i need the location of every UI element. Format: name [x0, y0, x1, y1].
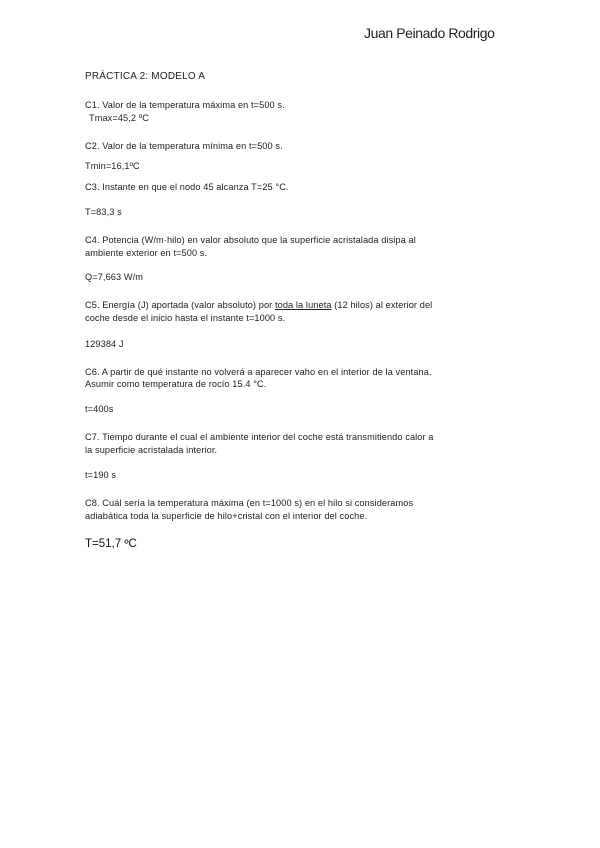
- answer-c6: t=400s: [85, 404, 114, 414]
- answer-c2: Tmin=16,1ºC: [85, 161, 140, 171]
- question-c1: C1. Valor de la temperatura máxima en t=500 s.: [85, 100, 285, 110]
- question-c8-line1: C8. Cuál sería la temperatura máxima (en t=1000 s) en el hilo si consideramos: [85, 498, 414, 508]
- question-c5-text-a: C5. Energía (J) aportada (valor absoluto) por: [85, 300, 275, 310]
- question-c8-line2: adiabática toda la superficie de hilo+cristal con el interior del coche.: [85, 511, 368, 521]
- question-c7-line2: la superficie acristalada interior.: [85, 445, 218, 455]
- question-c5-underlined: toda la luneta: [274, 300, 332, 310]
- document-title: PRÁCTICA 2: MODELO A: [85, 71, 206, 82]
- question-c2: C2. Valor de la temperatura mínima en t=500 s.: [85, 141, 283, 151]
- answer-c3: T=83,3 s: [85, 207, 122, 217]
- author-name: Juan Peinado Rodrigo: [364, 25, 495, 41]
- answer-c8: T=51,7 ºC: [85, 538, 137, 550]
- question-c6-line2: Asumir como temperatura de rocío 15.4 °C.: [85, 379, 267, 389]
- answer-c4: Q=7,663 W/m: [85, 272, 144, 282]
- question-c3: C3. Instante en que el nodo 45 alcanza T=25 °C.: [85, 182, 289, 192]
- question-c5-line2: coche desde el inicio hasta el instante t=1000 s.: [85, 313, 286, 323]
- question-c4-line1: C4. Potencia (W/m·hilo) en valor absoluto que la superficie acristalada disipa al: [85, 235, 416, 245]
- question-c7-line1: C7. Tiempo durante el cual el ambiente interior del coche está transmitiendo calor a: [85, 432, 434, 442]
- answer-c1: Tmax=45,2 ºC: [89, 113, 149, 123]
- question-c5-text-b: (12 hilos) al exterior del: [331, 300, 433, 310]
- answer-c7: t=190 s: [85, 470, 117, 480]
- answer-c5: 129384 J: [85, 339, 124, 349]
- question-c4-line2: ambiente exterior en t=500 s.: [85, 248, 208, 258]
- question-c6-line1: C6. A partir de qué instante no volverá a aparecer vaho en el interior de la ventana.: [85, 367, 432, 377]
- question-c5-line1: [85, 299, 432, 312]
